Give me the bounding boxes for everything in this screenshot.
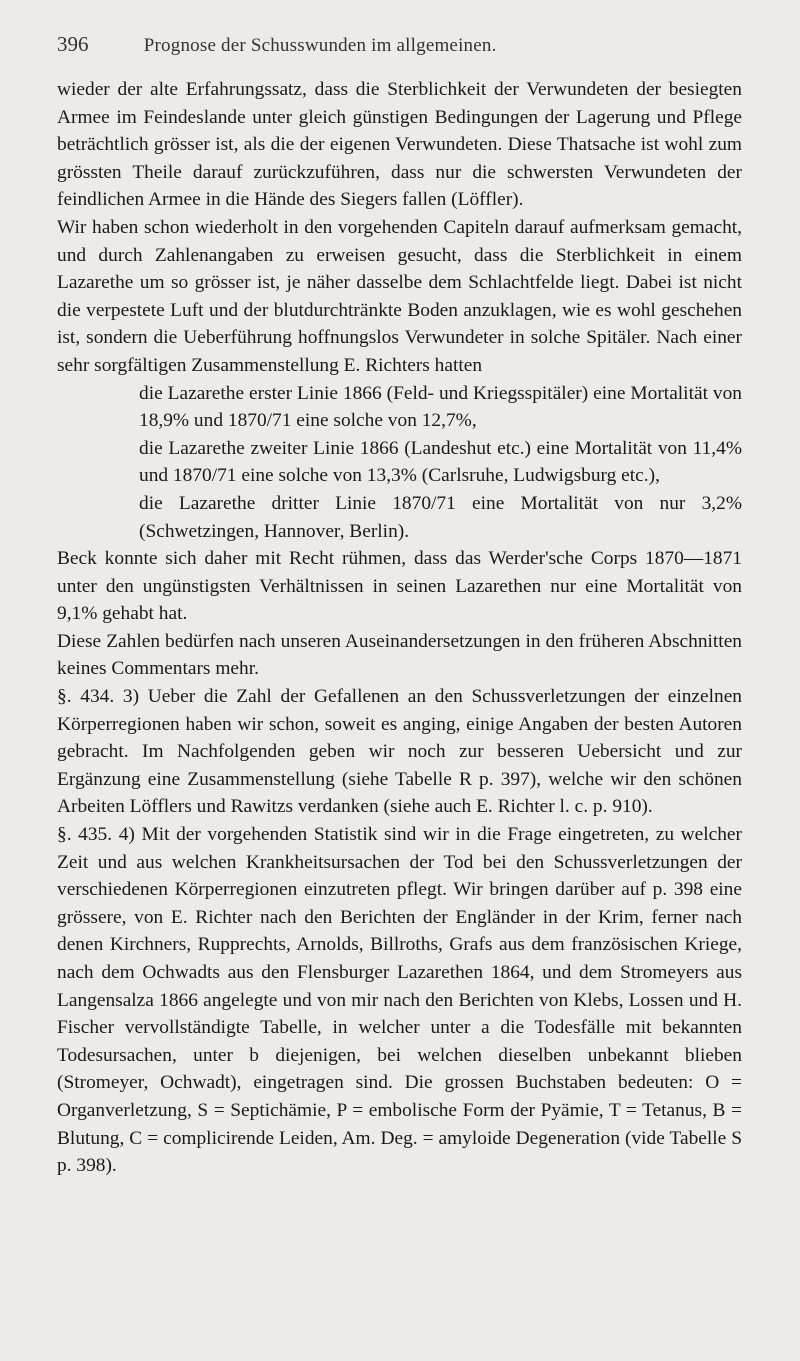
list-item-first-line: die Lazarethe erster Linie 1866 (Feld- und Kriegsspitäler) eine Mortalität von 18,9% und 1870/71 eine solche von 12,7%,: [139, 382, 742, 432]
list-item-third-line: die Lazarethe dritter Linie 1870/71 eine Mortalität von nur 3,2% (Schwetzingen, Hannover, Berlin).: [139, 492, 742, 542]
paragraph-beck: Beck konnte sich daher mit Recht rühmen, dass das Werder'sche Corps 1870—1871 unter den ungünstigsten Verhältnissen in seinen Lazarethen nur eine Mortalität von 9,1% gehabt hat.: [57, 548, 742, 625]
paragraph-1: wieder der alte Erfahrungssatz, dass die Sterblichkeit der Verwundeten der besiegten Armee im Feindeslande unter gleich günstigen Bedingungen der Lagerung und Pflege beträchtlich grösser ist, als die der eigenen Verwundeten. Diese Thatsache ist wohl zum grössten Theile darauf zurückzuführen, dass nur die schwersten Verwundeten der feindlichen Armee in die Hände des Siegers fallen (Löffler).: [57, 79, 742, 211]
page-number: 396: [57, 32, 89, 56]
paragraph-commentary: Diese Zahlen bedürfen nach unseren Auseinandersetzungen in den früheren Abschnitten keines Commentars mehr.: [57, 630, 742, 680]
running-head: [57, 32, 742, 76]
mortality-list: [139, 380, 742, 546]
running-title: Prognose der Schusswunden im allgemeinen.: [143, 35, 497, 56]
section-435: §. 435. 4) Mit der vorgehenden Statistik sind wir in die Frage eingetreten, zu welcher Zeit und aus welchen Krankheitsursachen der Tod bei den Schussverletzungen der verschiedenen Körperregionen einzutreten pflegt. Wir bringen darüber auf p. 398 eine grössere, von E. Richter nach den Berichten der Engländer in der Krim, ferner nach denen Kirchners, Rupprechts, Arnolds, Billroths, Grafs aus dem französischen Kriege, nach dem Ochwadts aus den Flensburger Lazarethen 1864, und dem Stromeyers aus Langensalza 1866 angelegte und von mir nach den Berichten von Klebs, Lossen und H. Fischer vervollständigte Tabelle, in welcher unter a die Todesfälle mit bekannten Todesursachen, unter b diejenigen, bei welchen dieselben unbekannt blieben (Stromeyer, Ochwadt), eingetragen sind. Die grossen Buchstaben bedeuten: O = Organverletzung, S = Septichämie, P = embolische Form der Pyämie, T = Tetanus, B = Blutung, C = complicirende Leiden, Am. Deg. = amyloide Degeneration (vide Tabelle S p. 398).: [57, 824, 742, 1177]
body-text: [57, 76, 742, 1180]
section-434: §. 434. 3) Ueber die Zahl der Gefallenen an den Schussverletzungen der einzelnen Körperregionen haben wir schon, soweit es anging, einige Angaben der besten Autoren gebracht. Im Nachfolgenden geben wir noch zur besseren Uebersicht und zur Ergänzung eine Zusammenstellung (siehe Tabelle R p. 397), welche wir den schönen Arbeiten Löfflers und Rawitzs verdanken (siehe auch E. Richter l. c. p. 910).: [57, 686, 742, 818]
list-item-second-line: die Lazarethe zweiter Linie 1866 (Landeshut etc.) eine Mortalität von 11,4% und 1870/71 eine solche von 13,3% (Carlsruhe, Ludwigsburg etc.),: [139, 437, 742, 487]
paragraph-2: Wir haben schon wiederholt in den vorgehenden Capiteln darauf aufmerksam gemacht, und durch Zahlenangaben zu erweisen gesucht, dass die Sterblichkeit in einem Lazarethe um so grösser ist, je näher dasselbe dem Schlachtfelde liegt. Dabei ist nicht die verpestete Luft und der blutdurchtränkte Boden anzuklagen, wie es wohl geschehen ist, sondern die Ueberführung hoffnungslos Verwundeter in solche Spitäler. Nach einer sehr sorgfältigen Zusammenstellung E. Richters hatten: [57, 216, 742, 376]
